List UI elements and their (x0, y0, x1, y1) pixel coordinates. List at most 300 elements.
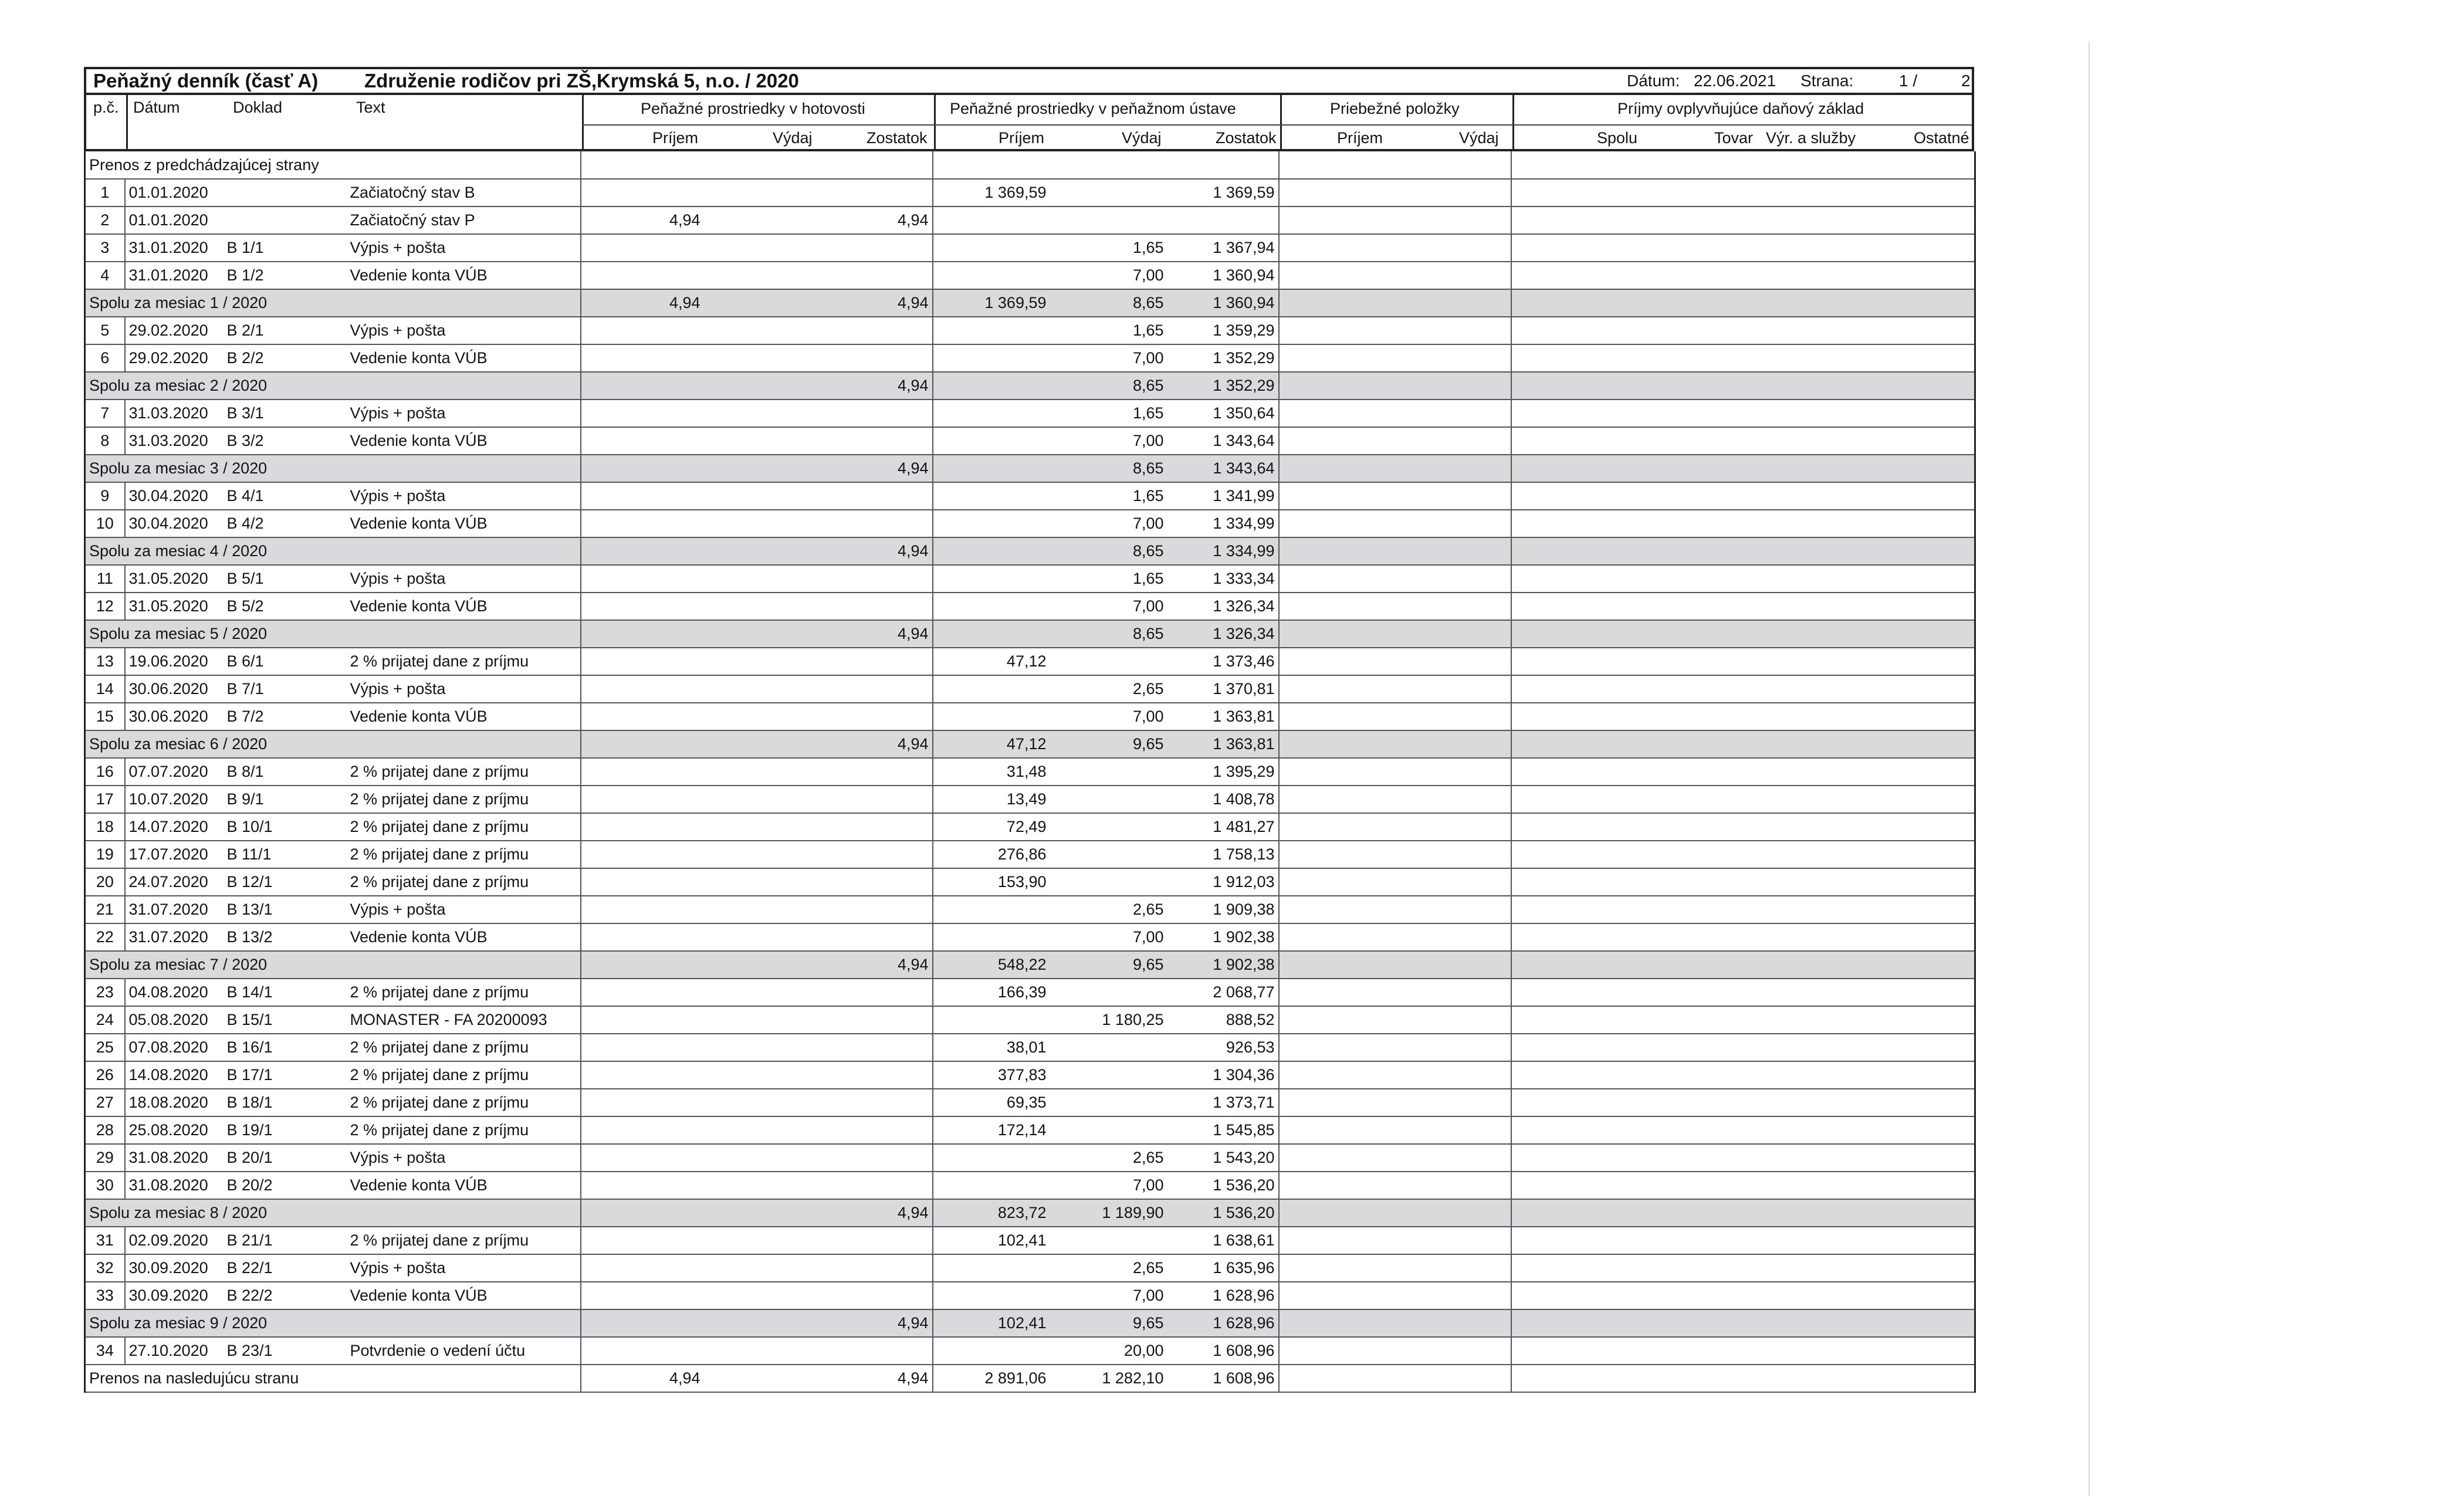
cash-balance (821, 1061, 933, 1089)
bank-income: 13,49 (933, 786, 1050, 813)
cash-balance (821, 593, 933, 620)
col-tax-spolu: Spolu (1597, 129, 1638, 147)
document-ref: B 4/2 (224, 510, 347, 537)
cash-income (581, 482, 704, 510)
entry-date: 30.06.2020 (125, 703, 224, 730)
transit-items (1279, 455, 1511, 482)
table-row (85, 593, 1975, 620)
monthly-total-row (85, 455, 1975, 482)
bank-income: 47,12 (933, 648, 1050, 675)
page-total: 2 (1961, 72, 1971, 90)
bank-income (933, 510, 1050, 537)
bank-balance (1167, 151, 1279, 179)
bank-balance: 1 343,64 (1167, 455, 1279, 482)
tax-income (1511, 1365, 1975, 1392)
bank-expense: 1,65 (1050, 565, 1167, 593)
bank-expense: 7,00 (1050, 344, 1167, 372)
tax-income (1511, 593, 1975, 620)
bank-balance: 1 367,94 (1167, 234, 1279, 262)
bank-expense (1050, 868, 1167, 896)
tax-income (1511, 289, 1975, 317)
cash-expense (704, 1309, 821, 1337)
transit-items (1279, 400, 1511, 427)
document-ref: B 2/1 (224, 317, 347, 344)
tax-income (1511, 923, 1975, 951)
entry-date: 31.05.2020 (125, 565, 224, 593)
bank-income (933, 1337, 1050, 1365)
cash-balance (821, 1116, 933, 1144)
transit-items (1279, 1337, 1511, 1365)
transit-items (1279, 427, 1511, 455)
col-tax-ostatne: Ostatné (1914, 129, 1969, 147)
bank-balance: 1 363,81 (1167, 730, 1279, 758)
tax-income (1511, 841, 1975, 868)
bank-income (933, 1172, 1050, 1199)
cash-expense (704, 1006, 821, 1034)
cash-expense (704, 786, 821, 813)
row-number: 18 (85, 813, 125, 841)
row-number: 6 (85, 344, 125, 372)
bank-income (933, 400, 1050, 427)
monthly-total-row (85, 1199, 1975, 1227)
bank-expense: 1 189,90 (1050, 1199, 1167, 1227)
monthly-total-row (85, 620, 1975, 648)
transit-items (1279, 1172, 1511, 1199)
entry-text: Výpis + pošta (347, 565, 581, 593)
bank-expense: 8,65 (1050, 372, 1167, 400)
bank-balance: 1 350,64 (1167, 400, 1279, 427)
cash-expense (704, 593, 821, 620)
cash-balance (821, 427, 933, 455)
tax-income (1511, 207, 1975, 234)
bank-balance: 1 638,61 (1167, 1227, 1279, 1254)
entry-date: 30.09.2020 (125, 1282, 224, 1309)
bank-balance: 1 334,99 (1167, 510, 1279, 537)
bank-balance: 926,53 (1167, 1034, 1279, 1061)
cash-income (581, 151, 704, 179)
row-label: Spolu za mesiac 6 / 2020 (85, 730, 581, 758)
transit-items (1279, 482, 1511, 510)
tax-income (1511, 1144, 1975, 1172)
tax-income (1511, 1172, 1975, 1199)
transit-items (1279, 289, 1511, 317)
transit-items (1279, 786, 1511, 813)
monthly-total-row (85, 289, 1975, 317)
bank-expense: 7,00 (1050, 427, 1167, 455)
table-row (85, 1116, 1975, 1144)
transit-items (1279, 868, 1511, 896)
page-label: Strana: (1800, 72, 1854, 90)
cash-expense (704, 482, 821, 510)
cash-balance (821, 1337, 933, 1365)
transit-items (1279, 262, 1511, 289)
bank-expense: 9,65 (1050, 730, 1167, 758)
tax-income (1511, 1309, 1975, 1337)
table-row (85, 262, 1975, 289)
table-row (85, 868, 1975, 896)
entry-text: 2 % prijatej dane z príjmu (347, 979, 581, 1006)
bank-balance: 2 068,77 (1167, 979, 1279, 1006)
bank-income (933, 427, 1050, 455)
cash-income (581, 179, 704, 207)
entry-date: 30.04.2020 (125, 510, 224, 537)
entry-text: 2 % prijatej dane z príjmu (347, 786, 581, 813)
bank-balance: 1 333,34 (1167, 565, 1279, 593)
tax-income (1511, 317, 1975, 344)
bank-expense: 9,65 (1050, 951, 1167, 979)
cash-income (581, 262, 704, 289)
tax-income (1511, 1034, 1975, 1061)
cash-balance (821, 868, 933, 896)
table-row (85, 207, 1975, 234)
cash-income (581, 1227, 704, 1254)
cash-balance: 4,94 (821, 1199, 933, 1227)
bank-income: 172,14 (933, 1116, 1050, 1144)
entry-text: Začiatočný stav B (347, 179, 581, 207)
entry-date: 30.04.2020 (125, 482, 224, 510)
entry-text: 2 % prijatej dane z príjmu (347, 841, 581, 868)
bank-expense: 7,00 (1050, 703, 1167, 730)
entry-date: 19.06.2020 (125, 648, 224, 675)
document-ref: B 22/1 (224, 1254, 347, 1282)
tax-income (1511, 510, 1975, 537)
transit-items (1279, 620, 1511, 648)
cash-expense (704, 703, 821, 730)
table-row (85, 1061, 1975, 1089)
cash-income (581, 1089, 704, 1116)
bank-balance: 1 359,29 (1167, 317, 1279, 344)
tax-income (1511, 482, 1975, 510)
row-number: 30 (85, 1172, 125, 1199)
cash-balance (821, 1172, 933, 1199)
entry-date: 05.08.2020 (125, 1006, 224, 1034)
cash-balance (821, 179, 933, 207)
cash-balance (821, 317, 933, 344)
row-label: Spolu za mesiac 5 / 2020 (85, 620, 581, 648)
table-row (85, 1089, 1975, 1116)
transit-items (1279, 344, 1511, 372)
tax-income (1511, 979, 1975, 1006)
col-bank-prijem: Príjem (999, 129, 1045, 147)
tax-income (1511, 1337, 1975, 1365)
cash-income (581, 1034, 704, 1061)
document-ref: B 5/1 (224, 565, 347, 593)
row-label: Spolu za mesiac 4 / 2020 (85, 537, 581, 565)
transit-items (1279, 1144, 1511, 1172)
entry-text: MONASTER - FA 20200093 (347, 1006, 581, 1034)
transit-items (1279, 1227, 1511, 1254)
row-label: Spolu za mesiac 2 / 2020 (85, 372, 581, 400)
bank-balance: 1 408,78 (1167, 786, 1279, 813)
cash-income (581, 372, 704, 400)
row-label: Prenos na nasledujúcu stranu (85, 1365, 581, 1392)
cash-balance (821, 1227, 933, 1254)
tax-income (1511, 758, 1975, 786)
bank-balance: 1 352,29 (1167, 344, 1279, 372)
bank-expense (1050, 1227, 1167, 1254)
entry-date: 04.08.2020 (125, 979, 224, 1006)
bank-expense: 9,65 (1050, 1309, 1167, 1337)
bank-income (933, 1144, 1050, 1172)
row-number: 24 (85, 1006, 125, 1034)
table-row (85, 703, 1975, 730)
bank-income (933, 317, 1050, 344)
tax-income (1511, 537, 1975, 565)
tax-income (1511, 372, 1975, 400)
bank-income: 153,90 (933, 868, 1050, 896)
cash-balance (821, 482, 933, 510)
entry-text: Vedenie konta VÚB (347, 344, 581, 372)
cash-income: 4,94 (581, 207, 704, 234)
cash-expense (704, 896, 821, 923)
bank-income (933, 565, 1050, 593)
bank-income (933, 372, 1050, 400)
bank-balance: 1 536,20 (1167, 1199, 1279, 1227)
cash-income (581, 1006, 704, 1034)
col-transit-prijem: Príjem (1337, 129, 1383, 147)
monthly-total-row (85, 372, 1975, 400)
col-cash-prijem: Príjem (652, 129, 699, 147)
row-label: Spolu za mesiac 1 / 2020 (85, 289, 581, 317)
entry-date: 24.07.2020 (125, 868, 224, 896)
table-row (85, 317, 1975, 344)
bank-income (933, 593, 1050, 620)
table-row (85, 510, 1975, 537)
entry-text: 2 % prijatej dane z príjmu (347, 868, 581, 896)
transit-items (1279, 593, 1511, 620)
transit-items (1279, 979, 1511, 1006)
document-ref: B 14/1 (224, 979, 347, 1006)
cash-income (581, 951, 704, 979)
transit-items (1279, 1254, 1511, 1282)
cash-balance: 4,94 (821, 372, 933, 400)
transit-items (1279, 758, 1511, 786)
table-row (85, 179, 1975, 207)
entry-date: 31.08.2020 (125, 1172, 224, 1199)
entry-date: 17.07.2020 (125, 841, 224, 868)
bank-income (933, 234, 1050, 262)
cash-income (581, 730, 704, 758)
cash-income (581, 703, 704, 730)
bank-income: 377,83 (933, 1061, 1050, 1089)
bank-balance: 1 635,96 (1167, 1254, 1279, 1282)
bank-balance: 1 902,38 (1167, 923, 1279, 951)
entry-text: 2 % prijatej dane z príjmu (347, 1227, 581, 1254)
col-text: Text (356, 99, 385, 116)
cash-balance (821, 1006, 933, 1034)
row-label: Spolu za mesiac 8 / 2020 (85, 1199, 581, 1227)
cash-balance (821, 151, 933, 179)
bank-income: 102,41 (933, 1309, 1050, 1337)
table-row (85, 758, 1975, 786)
cash-balance (821, 565, 933, 593)
cash-income (581, 1144, 704, 1172)
transit-items (1279, 537, 1511, 565)
cash-balance (821, 923, 933, 951)
bank-income (933, 620, 1050, 648)
bank-expense: 1,65 (1050, 482, 1167, 510)
cash-income: 4,94 (581, 289, 704, 317)
tax-income (1511, 620, 1975, 648)
cash-income (581, 896, 704, 923)
row-number: 14 (85, 675, 125, 703)
entry-text: Vedenie konta VÚB (347, 1172, 581, 1199)
entry-date: 29.02.2020 (125, 344, 224, 372)
cash-income (581, 593, 704, 620)
cash-income (581, 675, 704, 703)
table-row (85, 979, 1975, 1006)
table-row (85, 896, 1975, 923)
table-row (85, 648, 1975, 675)
bank-income (933, 207, 1050, 234)
bank-expense: 1,65 (1050, 317, 1167, 344)
row-number: 3 (85, 234, 125, 262)
bank-expense: 8,65 (1050, 289, 1167, 317)
cash-balance (821, 786, 933, 813)
document-ref: B 7/1 (224, 675, 347, 703)
col-doklad: Doklad (233, 99, 283, 116)
cash-balance (821, 648, 933, 675)
cash-balance: 4,94 (821, 207, 933, 234)
bank-income (933, 675, 1050, 703)
document-ref: B 2/2 (224, 344, 347, 372)
col-datum: Dátum (133, 99, 180, 116)
cash-expense (704, 1365, 821, 1392)
entry-text: Výpis + pošta (347, 317, 581, 344)
transit-items (1279, 234, 1511, 262)
bank-income (933, 1254, 1050, 1282)
cash-expense (704, 1282, 821, 1309)
cash-income (581, 786, 704, 813)
row-number: 29 (85, 1144, 125, 1172)
cash-income (581, 1172, 704, 1199)
document-ref: B 8/1 (224, 758, 347, 786)
cash-balance: 4,94 (821, 1309, 933, 1337)
entry-date: 14.08.2020 (125, 1061, 224, 1089)
bank-balance: 1 909,38 (1167, 896, 1279, 923)
cash-expense (704, 1144, 821, 1172)
cash-income (581, 427, 704, 455)
row-number: 33 (85, 1282, 125, 1309)
transit-items (1279, 1199, 1511, 1227)
entry-date: 31.07.2020 (125, 923, 224, 951)
bank-expense: 2,65 (1050, 1254, 1167, 1282)
page-edge-line (2089, 41, 2090, 1496)
bank-income (933, 344, 1050, 372)
cash-income (581, 758, 704, 786)
entry-text: Vedenie konta VÚB (347, 923, 581, 951)
column-headers (84, 93, 1974, 151)
tax-income (1511, 813, 1975, 841)
bank-income (933, 1282, 1050, 1309)
cash-income (581, 510, 704, 537)
bank-expense: 1,65 (1050, 234, 1167, 262)
document-ref: B 9/1 (224, 786, 347, 813)
group-transit: Priebežné položky (1330, 100, 1460, 117)
bank-balance: 1 304,36 (1167, 1061, 1279, 1089)
table-row (85, 1144, 1975, 1172)
cash-balance: 4,94 (821, 730, 933, 758)
bank-balance: 1 481,27 (1167, 813, 1279, 841)
carry-row (85, 151, 1975, 179)
bank-balance: 1 360,94 (1167, 262, 1279, 289)
cash-expense (704, 1199, 821, 1227)
cash-balance: 4,94 (821, 951, 933, 979)
entry-text: 2 % prijatej dane z príjmu (347, 1034, 581, 1061)
cash-income (581, 979, 704, 1006)
group-cash: Peňažné prostriedky v hotovosti (641, 100, 865, 117)
bank-expense: 7,00 (1050, 593, 1167, 620)
cash-balance (821, 344, 933, 372)
col-bank-vydaj: Výdaj (1122, 129, 1162, 147)
cash-expense (704, 455, 821, 482)
transit-items (1279, 317, 1511, 344)
entry-date: 10.07.2020 (125, 786, 224, 813)
entry-date: 18.08.2020 (125, 1089, 224, 1116)
bank-balance: 1 373,71 (1167, 1089, 1279, 1116)
bank-expense (1050, 786, 1167, 813)
bank-income: 548,22 (933, 951, 1050, 979)
document-ref: B 19/1 (224, 1116, 347, 1144)
bank-expense: 2,65 (1050, 675, 1167, 703)
cash-balance (821, 1034, 933, 1061)
entry-text: Výpis + pošta (347, 400, 581, 427)
transit-items (1279, 151, 1511, 179)
row-number: 26 (85, 1061, 125, 1089)
document-ref: B 6/1 (224, 648, 347, 675)
organization-name: Združenie rodičov pri ZŠ,Krymská 5, n.o. / 2020 (364, 70, 799, 92)
bank-balance: 1 373,46 (1167, 648, 1279, 675)
bank-income: 72,49 (933, 813, 1050, 841)
entry-text: Výpis + pošta (347, 675, 581, 703)
row-number: 31 (85, 1227, 125, 1254)
document-ref: B 1/2 (224, 262, 347, 289)
bank-income (933, 151, 1050, 179)
tax-income (1511, 565, 1975, 593)
transit-items (1279, 896, 1511, 923)
table-row (85, 234, 1975, 262)
tax-income (1511, 344, 1975, 372)
cash-expense (704, 923, 821, 951)
entry-text: 2 % prijatej dane z príjmu (347, 648, 581, 675)
table-row (85, 1337, 1975, 1365)
entry-date: 02.09.2020 (125, 1227, 224, 1254)
cash-balance: 4,94 (821, 289, 933, 317)
bank-balance: 1 628,96 (1167, 1309, 1279, 1337)
bank-balance: 1 343,64 (1167, 427, 1279, 455)
cash-income (581, 868, 704, 896)
transit-items (1279, 648, 1511, 675)
row-number: 20 (85, 868, 125, 896)
document-ref: B 15/1 (224, 1006, 347, 1034)
table-row (85, 1006, 1975, 1034)
col-pc: p.č. (93, 99, 119, 116)
cash-expense (704, 1227, 821, 1254)
cash-income (581, 813, 704, 841)
cash-income (581, 648, 704, 675)
bank-balance: 1 352,29 (1167, 372, 1279, 400)
table-row (85, 1254, 1975, 1282)
row-number: 27 (85, 1089, 125, 1116)
transit-items (1279, 1061, 1511, 1089)
col-transit-vydaj: Výdaj (1459, 129, 1499, 147)
row-number: 11 (85, 565, 125, 593)
cash-income (581, 317, 704, 344)
cash-balance (821, 1282, 933, 1309)
cash-balance (821, 813, 933, 841)
bank-income: 1 369,59 (933, 289, 1050, 317)
cash-expense (704, 1337, 821, 1365)
